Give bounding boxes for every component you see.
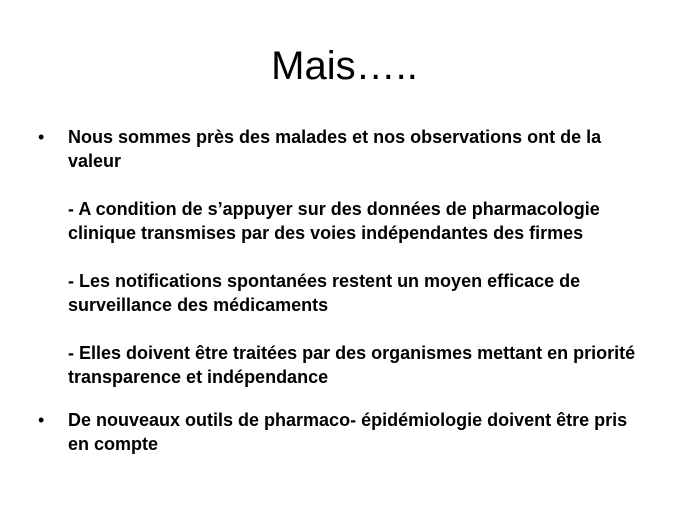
bullet-item-observations: [38, 125, 650, 389]
bullet-icon: •: [38, 410, 45, 430]
bullet-list: [38, 125, 650, 456]
bullet-main-text: Nous sommes près des malades et nos observations ont de la valeur: [68, 127, 602, 171]
bullet-icon: •: [38, 127, 45, 147]
bullet-item-new-tools: [38, 408, 650, 456]
bullet-main-text: De nouveaux outils de pharmaco- épidémiologie doivent être pris en compte: [68, 410, 628, 454]
slide-title: Mais…..: [271, 44, 418, 88]
sub-point-organisms: - Elles doivent être traitées par des organismes mettant en priorité transparence et indépendance: [68, 343, 636, 387]
sub-point-pharmacology: - A condition de s’appuyer sur des données de pharmacologie clinique transmises par des voies indépendantes des firmes: [68, 199, 600, 243]
sub-point-notifications: - Les notifications spontanées restent un moyen efficace de surveillance des médicaments: [68, 271, 581, 315]
